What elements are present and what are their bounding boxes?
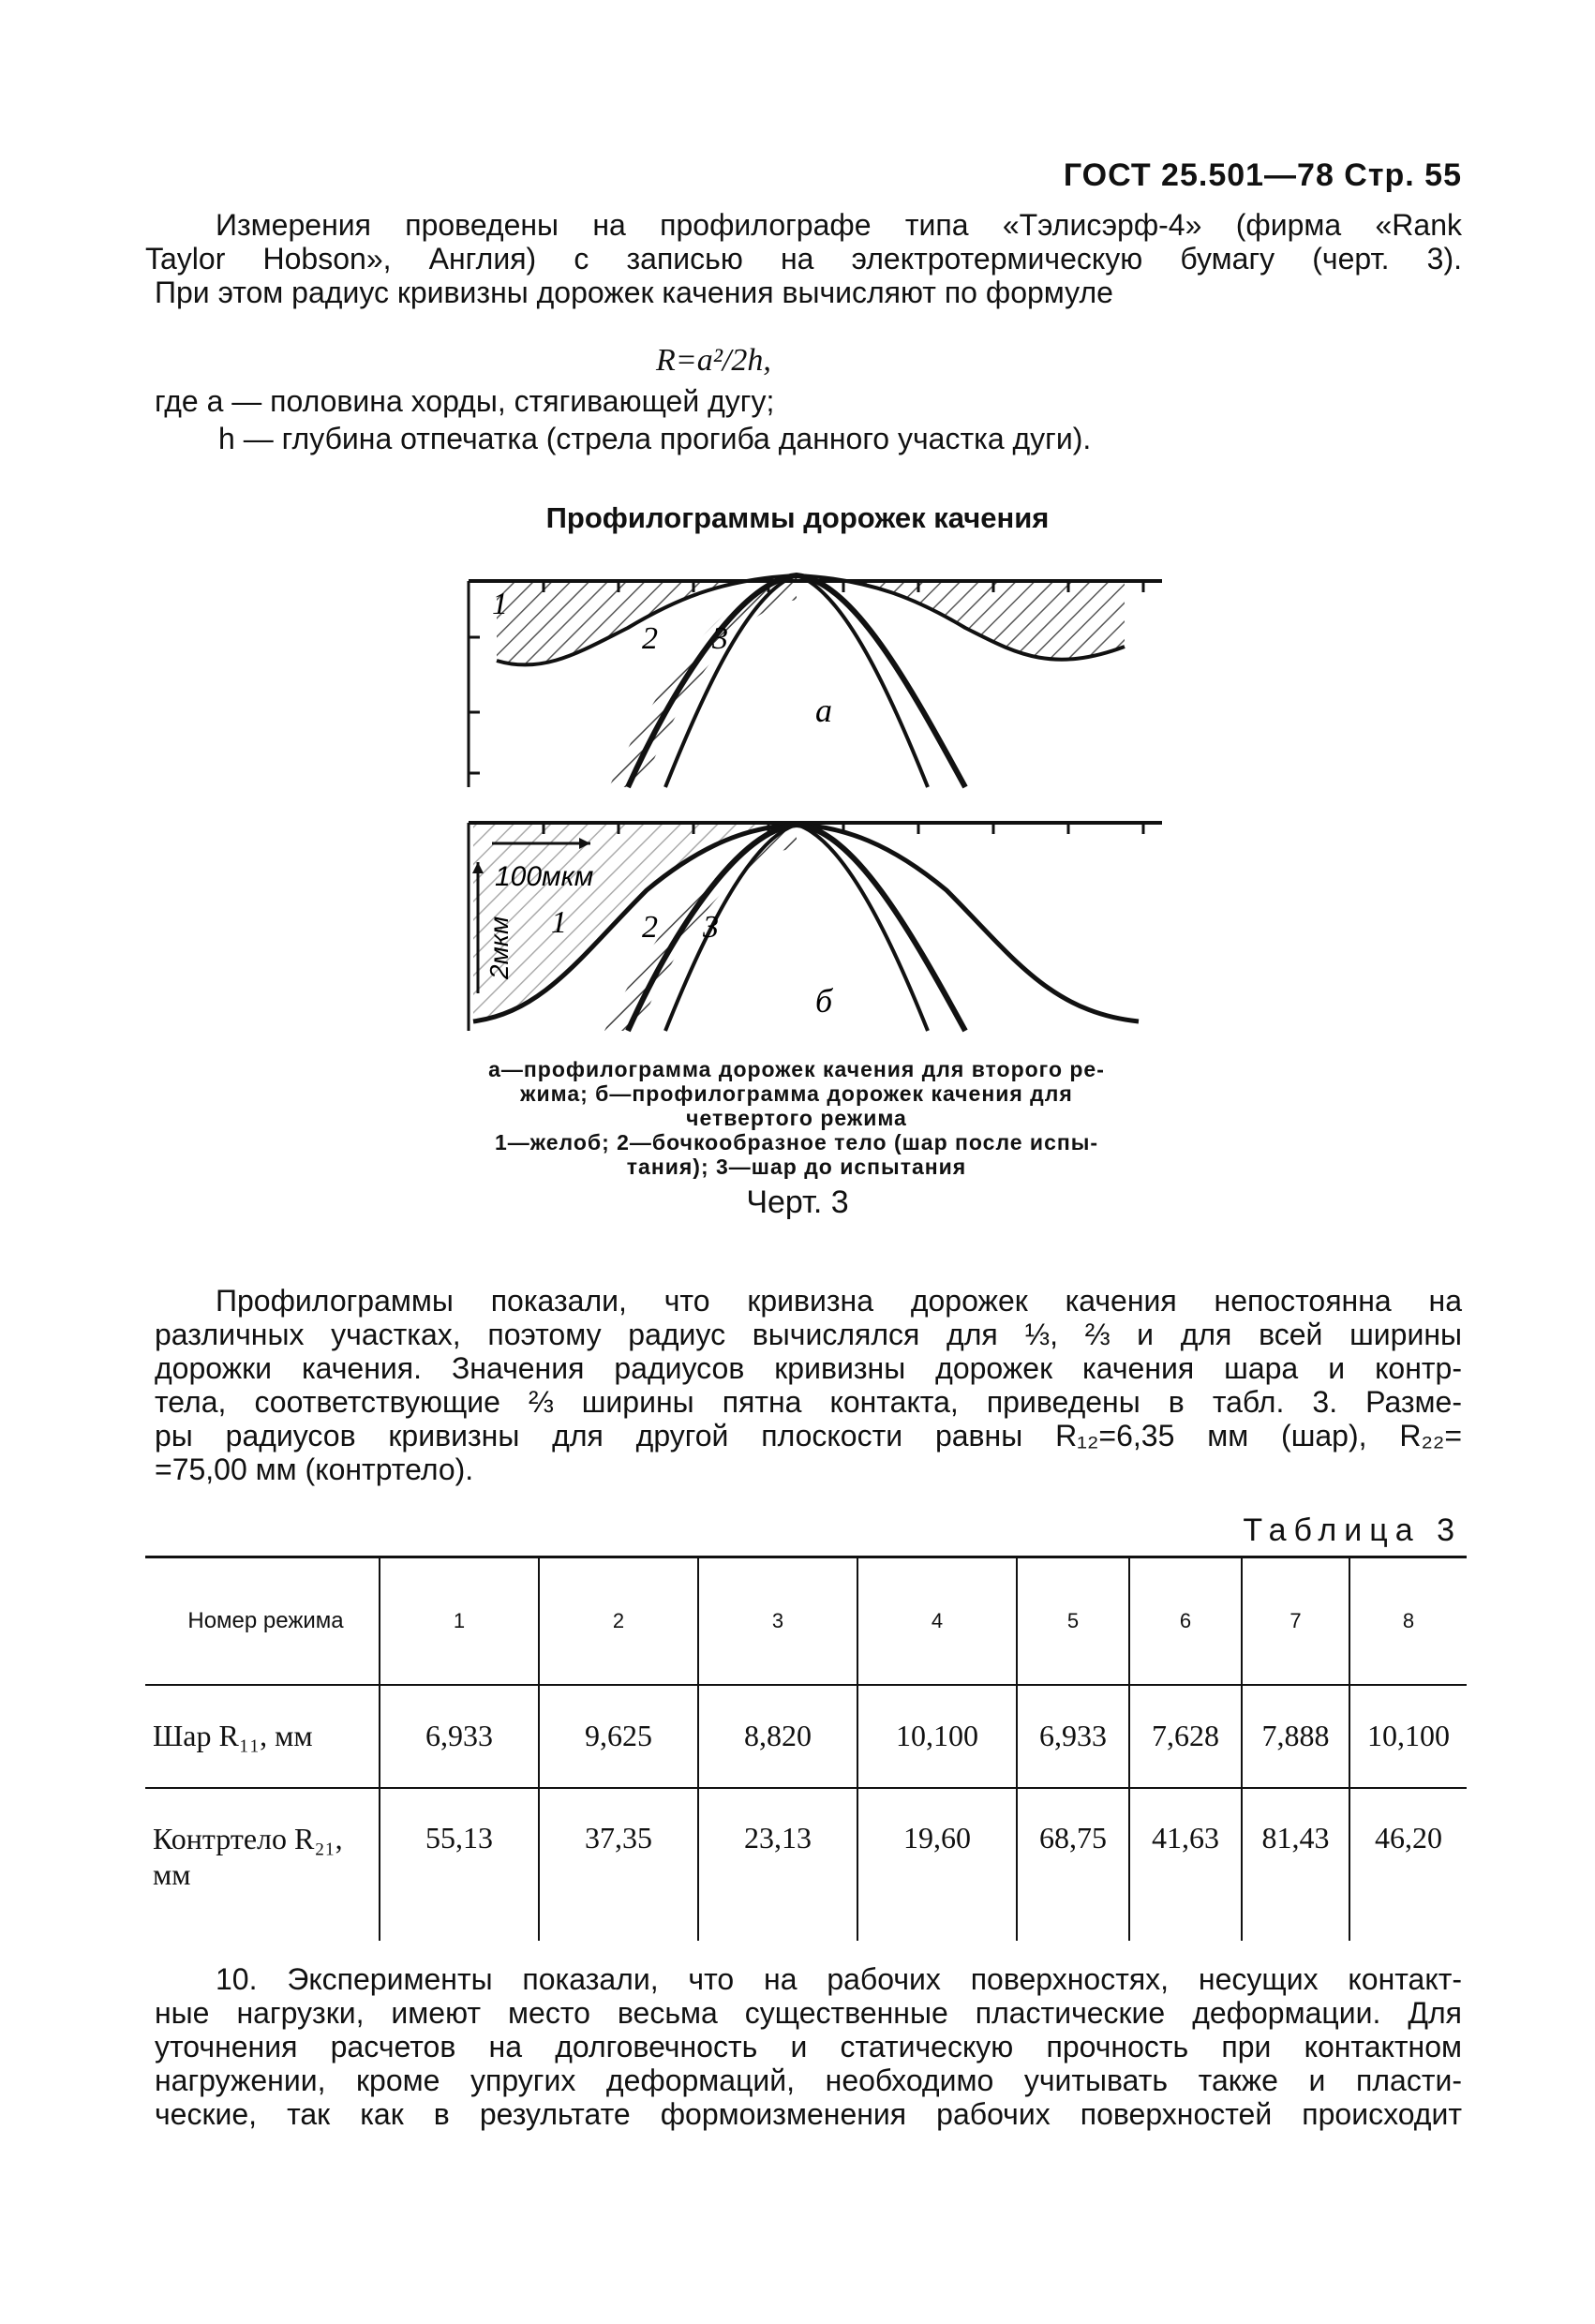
table-cell: 7,888: [1242, 1684, 1349, 1788]
table-row-ball: [145, 1684, 1467, 1788]
formula: R=a²/2h,: [656, 343, 771, 378]
caption-line: жима; б—профилограмма дорожек качения для: [520, 1081, 1073, 1106]
mode-header-cell: 3: [698, 1557, 857, 1684]
table-header-row: [145, 1557, 1467, 1684]
panel-b-label: б: [815, 982, 833, 1020]
row-label-cell: Контртело R₂₁, мм: [153, 1822, 343, 1891]
table-cell: 81,43: [1242, 1788, 1349, 1941]
mode-header-cell: 5: [1017, 1557, 1129, 1684]
mode-header-cell: 1: [380, 1557, 539, 1684]
mode-header-cell: 4: [857, 1557, 1017, 1684]
caption-line: тания); 3—шар до испытания: [626, 1155, 967, 1179]
table-cell: 68,75: [1017, 1788, 1129, 1941]
intro-line: При этом радиус кривизны дорожек качения вычисляют по формуле: [155, 276, 1113, 309]
scale-vertical-label: 2мкм: [484, 916, 514, 979]
body-line: Профилограммы показали, что кривизна дорожек качения непостоянна на: [216, 1284, 1462, 1318]
caption-line: четвертого режима: [686, 1106, 907, 1130]
mode-header-cell: 7: [1242, 1557, 1349, 1684]
intro-line: Измерения проведены на профилографе типа «Тэлисэрф-4» (фирма «Rank: [216, 208, 1462, 242]
table-cell: 8,820: [698, 1684, 857, 1788]
figure-caption: [440, 1057, 1153, 1179]
data-table: [145, 1557, 1467, 1941]
table-cell: 23,13: [698, 1788, 857, 1941]
panel-a-label: а: [815, 692, 832, 729]
curve-label-3-a: 3: [712, 621, 728, 656]
conclusion-line: ческие, так как в результате формоизменения рабочих поверхностей происходит: [155, 2097, 1462, 2131]
mode-header-cell: 2: [539, 1557, 698, 1684]
conclusion-line: 10. Эксперименты показали, что на рабочих поверхностях, несущих контакт-: [216, 1962, 1462, 1996]
body-line: тела, соответствующие ⅔ ширины пятна контакта, приведены в табл. 3. Разме-: [155, 1385, 1462, 1419]
table-cell: 7,628: [1129, 1684, 1242, 1788]
table-cell: 10,100: [857, 1684, 1017, 1788]
mode-header-cell: 6: [1129, 1557, 1242, 1684]
profilogram-figure: [440, 562, 1190, 1050]
conclusion-line: уточнения расчетов на долговечность и статическую прочность при контактном: [155, 2030, 1462, 2063]
curve-label-3-b: 3: [703, 910, 719, 945]
table-cell: 9,625: [539, 1684, 698, 1788]
body-line: ры радиусов кривизны для другой плоскости равны R₁₂=6,35 мм (шар), R₂₂=: [155, 1419, 1462, 1452]
conclusion-line: ные нагрузки, имеют место весьма существенные пластические деформации. Для: [155, 1996, 1462, 2030]
intro-line: Taylor Hobson», Англия) с записью на электротермическую бумагу (черт. 3).: [145, 242, 1462, 276]
body-paragraph: [155, 1284, 1462, 1486]
conclusion-line: нагружении, кроме упругих деформаций, необходимо учитывать также и пласти-: [155, 2063, 1462, 2097]
caption-line: а—профилограмма дорожек качения для второго ре-: [488, 1057, 1105, 1081]
curve-label-1-b: 1: [551, 905, 567, 940]
panel-a: [469, 575, 1162, 787]
intro-paragraph: [145, 208, 1462, 309]
curve-label-2-a: 2: [642, 621, 658, 656]
conclusion-paragraph: [155, 1962, 1462, 2131]
table-cell: 19,60: [857, 1788, 1017, 1941]
legend-line: где a — половина хорды, стягивающей дугу;: [155, 384, 775, 418]
table-cell: 6,933: [1017, 1684, 1129, 1788]
scale-horizontal-label: 100мкм: [495, 861, 594, 892]
curve-label-1-a: 1: [492, 587, 508, 621]
table-cell: 37,35: [539, 1788, 698, 1941]
body-line: =75,00 мм (контртело).: [155, 1452, 474, 1486]
body-line: дорожки качения. Значения радиусов кривизны дорожек качения шара и контр-: [155, 1351, 1462, 1385]
figure-title: Профилограммы дорожек качения: [545, 501, 1050, 534]
row-label-cell: Шар R₁₁, мм: [145, 1684, 380, 1788]
body-line: различных участках, поэтому радиус вычислялся для ⅓, ⅔ и для всей ширины: [155, 1318, 1462, 1351]
legend-line: h — глубина отпечатка (стрела прогиба данного участка дуги).: [218, 422, 1092, 455]
table-cell: 41,63: [1129, 1788, 1242, 1941]
caption-line: 1—желоб; 2—бочкообразное тело (шар после испы-: [494, 1130, 1099, 1155]
figure-number: Черт. 3: [746, 1184, 849, 1220]
table-row-counterbody: [145, 1788, 1467, 1941]
curve-label-2-b: 2: [642, 910, 658, 945]
mode-header-cell: 8: [1349, 1557, 1467, 1684]
table-cell: 10,100: [1349, 1684, 1467, 1788]
table-title: Таблица 3: [1243, 1512, 1462, 1548]
page-header: ГОСТ 25.501—78 Стр. 55: [1063, 157, 1462, 193]
table-cell: 6,933: [380, 1684, 539, 1788]
header-label-cell: Номер режима: [187, 1607, 344, 1633]
table-cell: 46,20: [1349, 1788, 1467, 1941]
table-cell: 55,13: [380, 1788, 539, 1941]
